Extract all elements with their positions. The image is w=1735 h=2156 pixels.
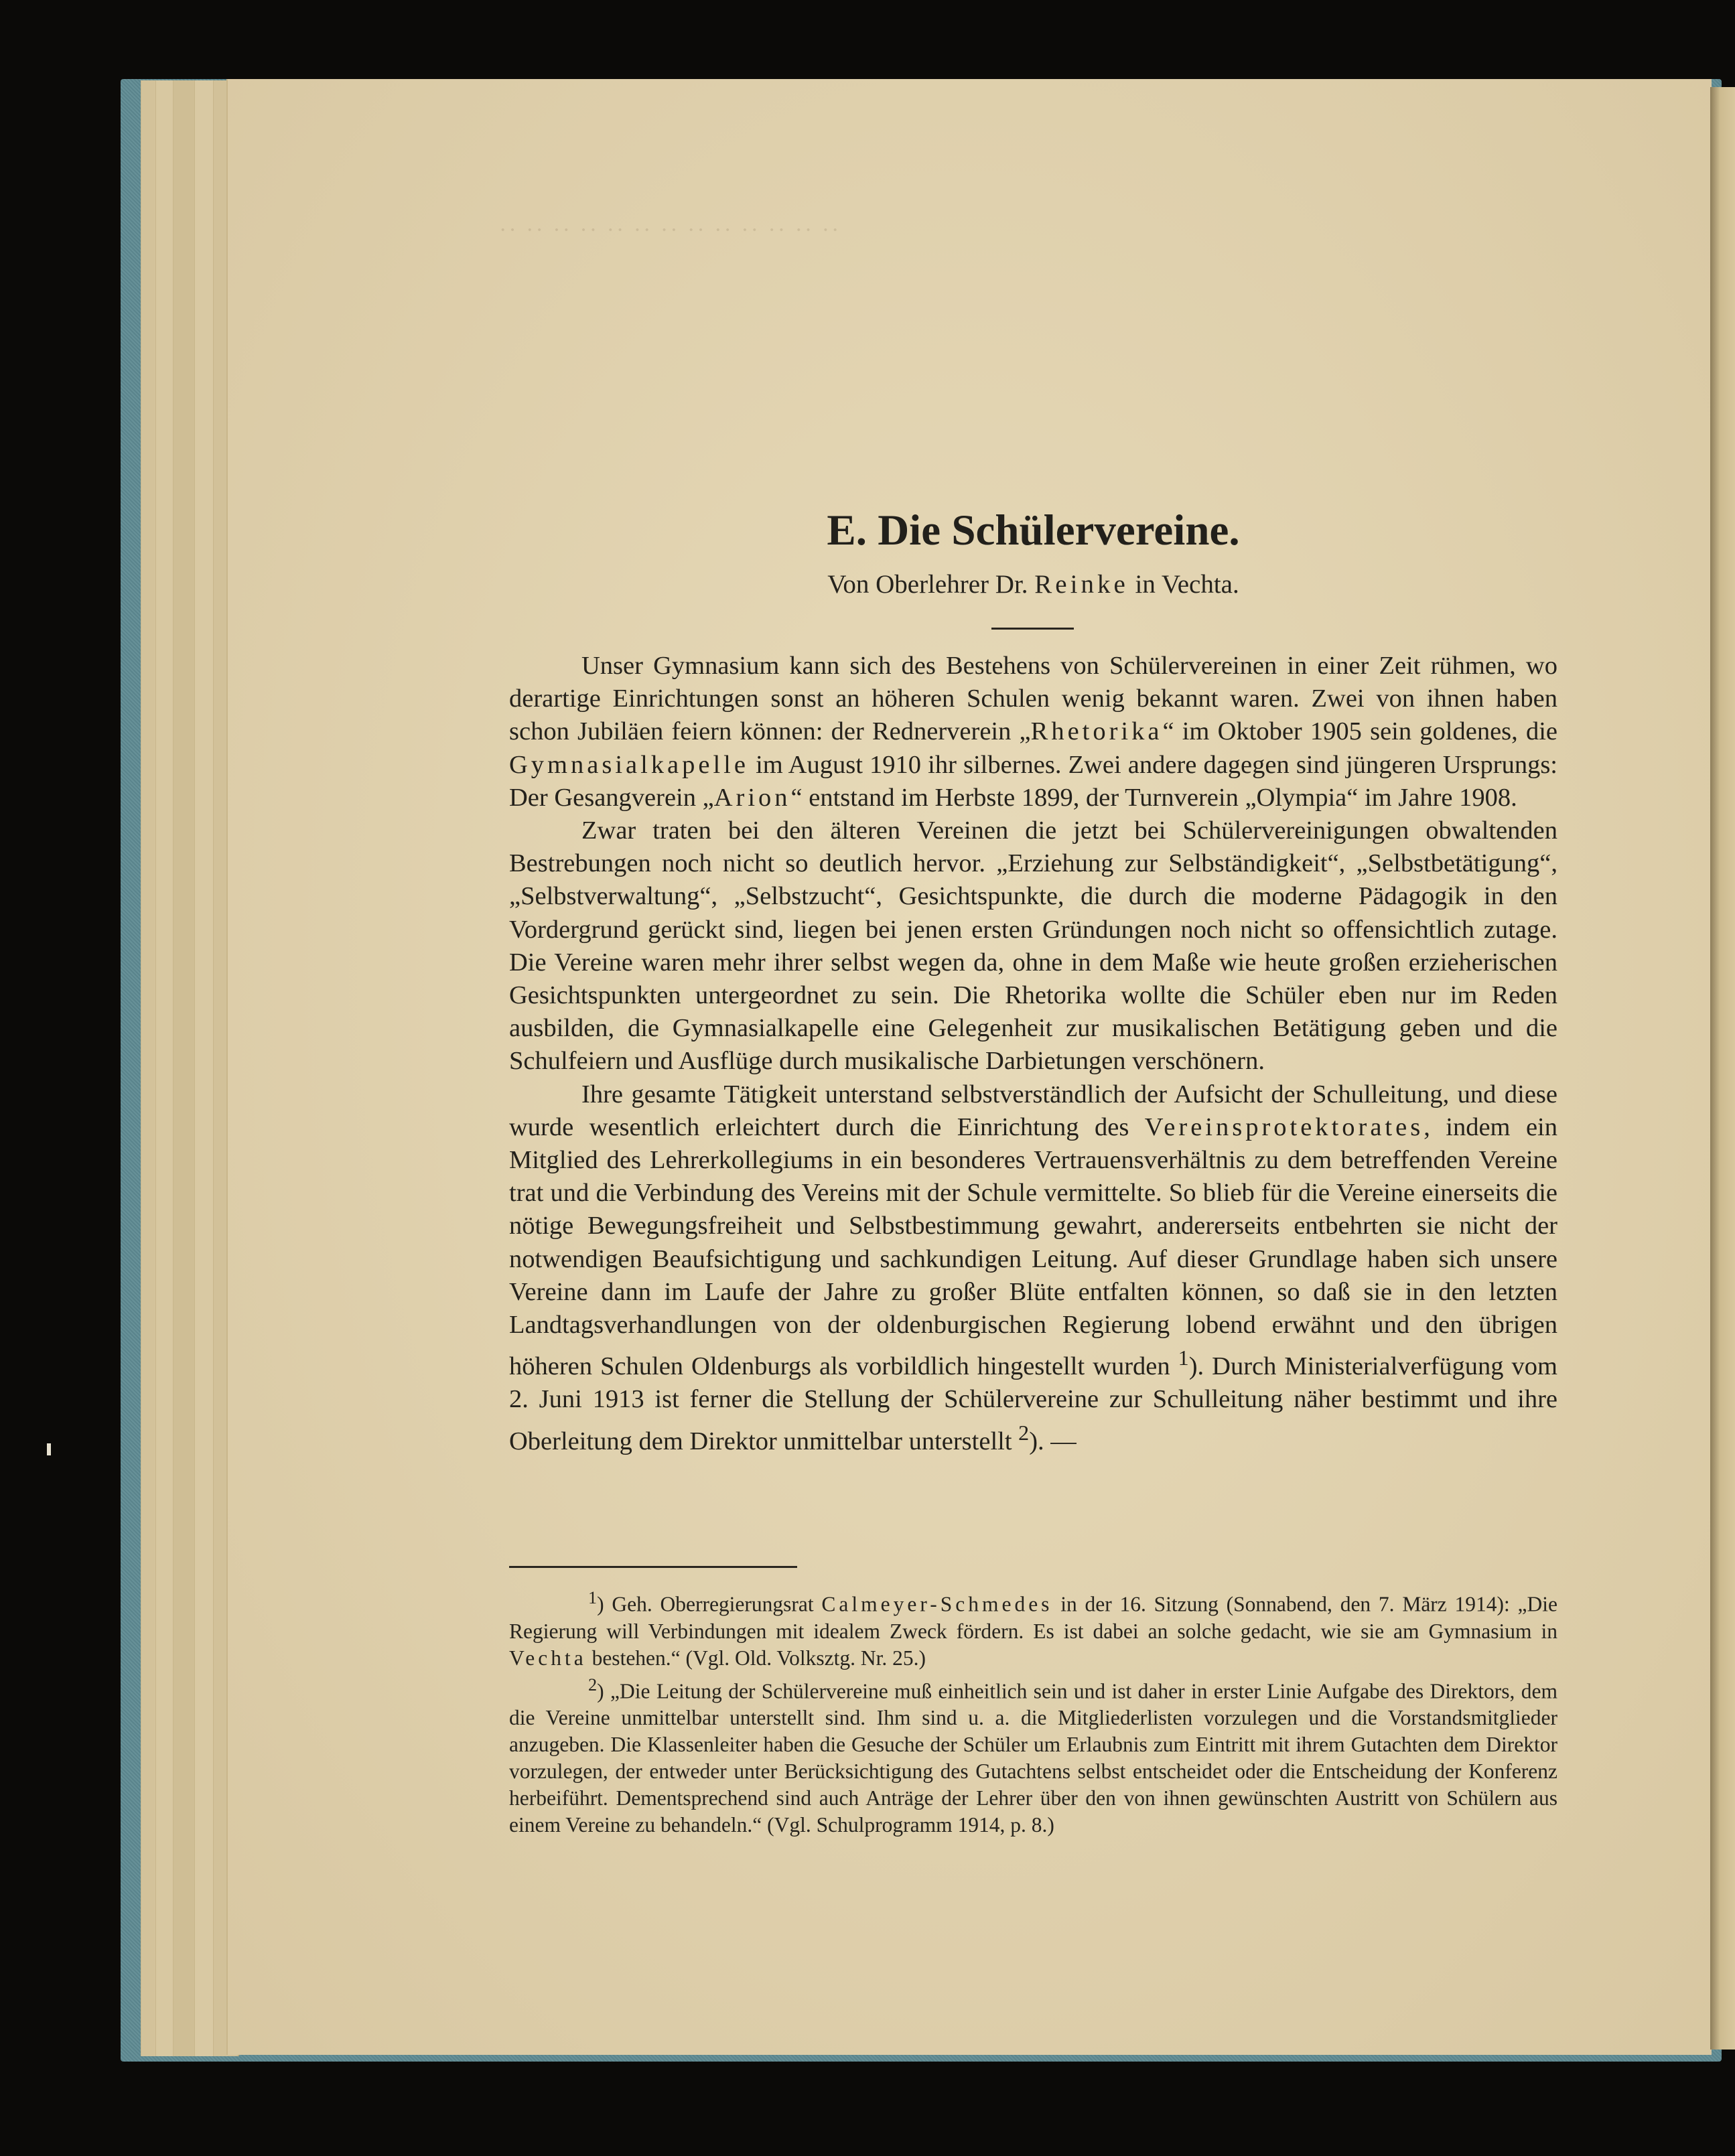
text-run: bestehen.“ (Vgl. Old. Volksztg. Nr. 25.) [586, 1646, 926, 1670]
footnote-ref: 2 [1018, 1420, 1030, 1445]
text-run: , indem ein Mitglied des Lehrerkollegiums in ein besonderes Vertrauensverhältnis zu dem betreffenden Vereine trat und die Verbindung des Vereins mit der Schule vermittelte. So blieb für die Vereine einerseits die nötige Bewegungsfreiheit und Selbstbestimmung gewahrt, andererseits entbehrten sie nicht der notwendigen Beaufsichtigung und sachkundigen Leitung. Auf dieser Grundlage haben sich unsere Vereine dann im Laufe der Jahre zu großer Blüte entfalten können, so daß sie in den letzten Landtagsverhandlungen von der oldenburgischen Regierung lobend erwähnt und den übrigen höheren Schulen Oldenburgs als vorbildlich hingestellt wurden [509, 1112, 1557, 1381]
footnote [509, 1672, 1557, 1839]
byline-prefix: Von Oberlehrer Dr. [827, 570, 1028, 599]
text-run: ) Geh. Oberregierungsrat [597, 1592, 822, 1616]
paragraph [509, 1078, 1557, 1458]
footnote-ref: 1 [1178, 1346, 1189, 1370]
show-through-text: ·· ·· ·· ·· ·· ·· ·· ·· ·· ·· ·· ·· ·· [499, 218, 841, 242]
chapter-byline [509, 569, 1557, 599]
place-name: Vechta [509, 1646, 587, 1670]
text-run: ). — [1029, 1427, 1077, 1455]
byline-suffix: in Vechta. [1135, 570, 1239, 599]
paragraph [509, 650, 1557, 814]
chapter-title: E. Die Schülervereine. [827, 506, 1240, 555]
text-run: “ im Oktober 1905 sein goldenes, die [1162, 717, 1557, 746]
text-run: ). Durch Ministerialverfügung vom 2. Juni 1913 ist ferner die Stellung der Schülervereine zur Schulleitung näher bestimmt und ihre Oberleitung dem Direktor unmittelbar unterstellt [509, 1352, 1558, 1455]
text-run: Ihre gesamte Tätigkeit unterstand selbstverständlich der Aufsicht der Schulleitung, und diese wurde wesentlich erleichtert durch die Einrichtung des [509, 1080, 1557, 1141]
text-run: ) „Die Leitung der Schülervereine muß einheitlich sein und ist daher in erster Linie Aufgabe des Direktors, dem die Vereine unmittelbar unterstellt sind. Ihm sind u. a. die Mitgliederlisten vorzulegen und die Vorstandsmitglieder anzugeben. Die Klassenleiter haben die Gesuche der Schüler um Erlaubnis zum Eintritt mit ihrem Gutachten dem Direktor vorzulegen, der entweder unter Berücksichtigung des Gutachtens selbst entscheidet oder die Entscheidung der Konferenz herbeiführt. Dementsprechend sind auch Anträge der Lehrer über den von ihnen gewünschten Austritt von Schülern aus einem Vereine zu behandeln.“ (Vgl. Schulprogramm 1914, p. 8.) [509, 1679, 1557, 1837]
club-name-arion: Arion [713, 783, 791, 812]
scan-mark [47, 1443, 51, 1455]
author-name: Reinke [1034, 570, 1129, 599]
paragraph: Zwar traten bei den älteren Vereinen die jetzt bei Schülervereinigungen obwaltenden Bestrebungen noch nicht so deutlich hervor. „Erziehung zur Selbständigkeit“, „Selbstbetätigung“, „Selbstverwaltung“, „Selbstzucht“, Gesichtspunkte, die durch die moderne Pädagogik in den Vordergrund gerückt sind, liegen bei jenen ersten Gründungen noch nicht so offensichtlich zutage. Die Vereine waren mehr ihrer selbst wegen da, ohne in dem Maße wie heute großen erzieherischen Gesichtspunkten untergeordnet zu sein. Die Rhetorika wollte die Schüler eben nur im Reden ausbilden, die Gymnasialkapelle eine Gelegenheit zur musikalischen Betätigung geben und die Schulfeiern und Ausflüge durch musikalische Darbietungen verschönern. [509, 816, 1557, 1076]
club-name-gymnasialkapelle: Gymnasialkapelle [509, 750, 749, 779]
footnotes [509, 1585, 1557, 1839]
text-run: “ entstand im Herbste 1899, der Turnverein „Olympia“ im Jahre 1908. [790, 783, 1517, 812]
footnote [509, 1585, 1557, 1672]
footnote-divider [509, 1566, 797, 1568]
text-run: im August 1910 ihr silbernes. Zwei andere dagegen sind jüngeren Ursprungs: Der Gesangverein „ [509, 750, 1557, 812]
book-gutter [1710, 87, 1735, 2050]
title-divider [991, 628, 1074, 630]
term-vereinsprotektorat: Vereinsprotektorates [1144, 1112, 1424, 1141]
footnote-number: 2 [588, 1674, 598, 1695]
text-run: in der 16. Sitzung (Sonnabend, den 7. März 1914): „Die Regierung will Verbindungen mit idealem Zweck fördern. Es ist dabei an solche gedacht, wie sie am Gymnasium in [509, 1592, 1558, 1643]
text-run: Unser Gymnasium kann sich des Bestehens von Schülervereinen in einer Zeit rühmen, wo derartige Einrichtungen sonst an höheren Schulen wenig bekannt waren. Zwei von ihnen haben schon Jubiläen feiern können: der Rednerverein „ [509, 652, 1557, 746]
footnote-number: 1 [588, 1588, 598, 1607]
person-name: Calmeyer-Schmedes [821, 1592, 1053, 1616]
club-name-rhetorika: Rhetorika [1030, 717, 1163, 746]
body-text [509, 650, 1557, 1458]
